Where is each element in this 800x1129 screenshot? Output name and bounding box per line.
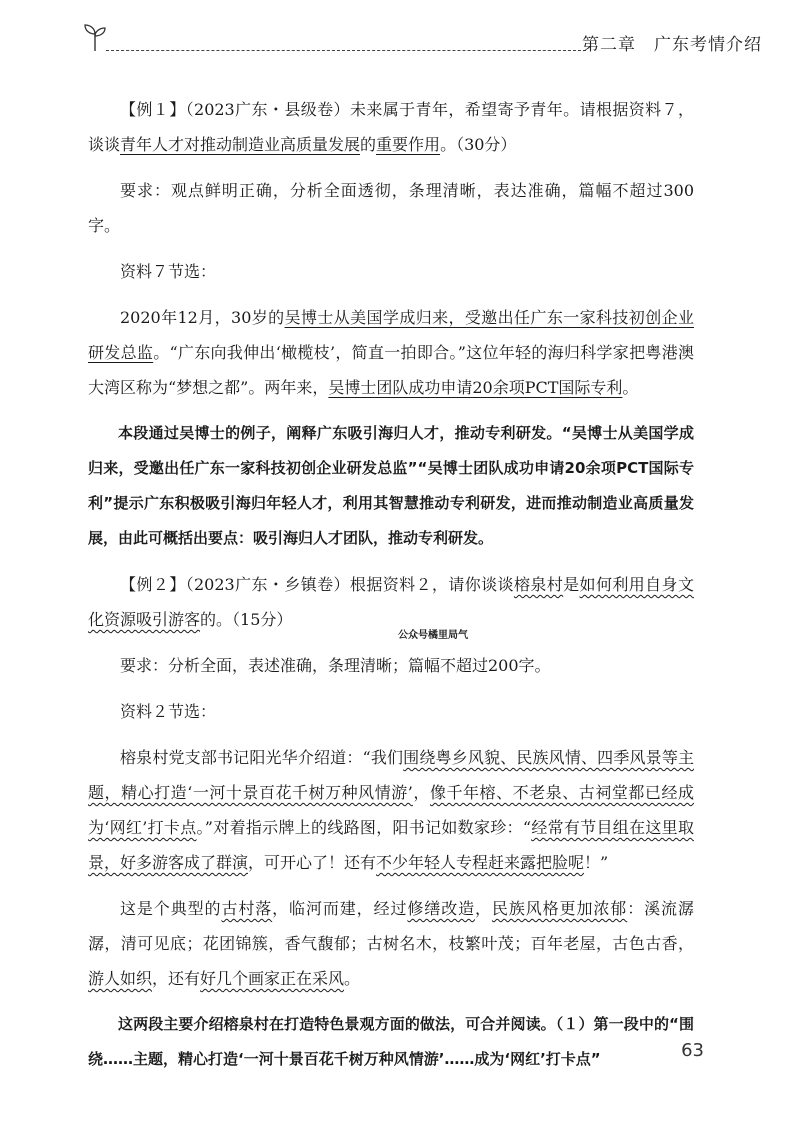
document-body xyxy=(88,92,694,1088)
page-header xyxy=(82,22,762,58)
example2-material-p2: 这是个典型的古村落，临河而建，经过修缮改造，民族风格更加浓郁：溪流潺潺，清可见底；花团锦簇，香气馥郁；古树名木，枝繁叶茂；百年老屋，古色古香，游人如织，还有好几个画家正在采风。 xyxy=(88,899,694,988)
example2-material-p1: 榕泉村党支部书记阳光华介绍道：“我们围绕粤乡风貌、民族风情、四季风景等主题，精心打造‘一河十景百花千树万种风情游’，像千年榕、不老泉、古祠堂都已经成为‘网红’打卡点。”对着指示牌上的线路图，阳书记如数家珍：“经常有节目组在这里取景，好多游客成了群演，可开心了！还有不少年轻人专程赶来露把脸呢！” xyxy=(88,748,694,872)
page-number: 63 xyxy=(681,1040,704,1061)
example1-question: 【例１】（2023广东・县级卷）未来属于青年，希望寄予青年。请根据资料７，谈谈青年人才对推动制造业高质量发展的重要作用。（30分） xyxy=(88,100,694,154)
example1-material-label: 资料７节选： xyxy=(120,262,217,281)
header-divider xyxy=(106,50,586,51)
example1-material: 2020年12月，30岁的吴博士从美国学成归来，受邀出任广东一家科技初创企业研发总监。“广东向我伸出‘橄榄枝’，简直一拍即合。”这位年轻的海归科学家把粤港澳大湾区称为“梦想之都”。两年来，吴博士团队成功申请20余项PCT国际专利。 xyxy=(88,308,694,397)
example2-question: 【例２】（2023广东・乡镇卷）根据资料２，请你谈谈榕泉村是如何利用自身文化资源吸引游客的。（15分） xyxy=(88,575,694,629)
example1-analysis: 本段通过吴博士的例子，阐释广东吸引海归人才，推动专利研发。“吴博士从美国学成归来，受邀出任广东一家科技初创企业研发总监”“吴博士团队成功申请20余项PCT国际专利”提示广东积极吸引海归年轻人才，利用其智慧推动专利研发，进而推动制造业高质量发展，由此可概括出要点：吸引海归人才团队，推动专利研发。 xyxy=(88,424,694,547)
watermark: 公众号橘里局气 xyxy=(398,630,468,641)
sprout-icon xyxy=(82,22,108,56)
example1-requirement: 要求：观点鲜明正确，分析全面透彻，条理清晰，表达准确，篇幅不超过300字。 xyxy=(88,181,694,235)
example2-analysis: 这两段主要介绍榕泉村在打造特色景观方面的做法，可合并阅读。（１）第一段中的“围绕……主题，精心打造‘一河十景百花千树万种风情游’……成为‘网红’打卡点” xyxy=(88,1015,694,1068)
chapter-title: 第二章 广东考情介绍 xyxy=(582,35,762,55)
example2-material-label: 资料２节选： xyxy=(120,702,217,721)
example2-requirement: 要求：分析全面，表述准确，条理清晰；篇幅不超过200字。 xyxy=(120,656,551,675)
